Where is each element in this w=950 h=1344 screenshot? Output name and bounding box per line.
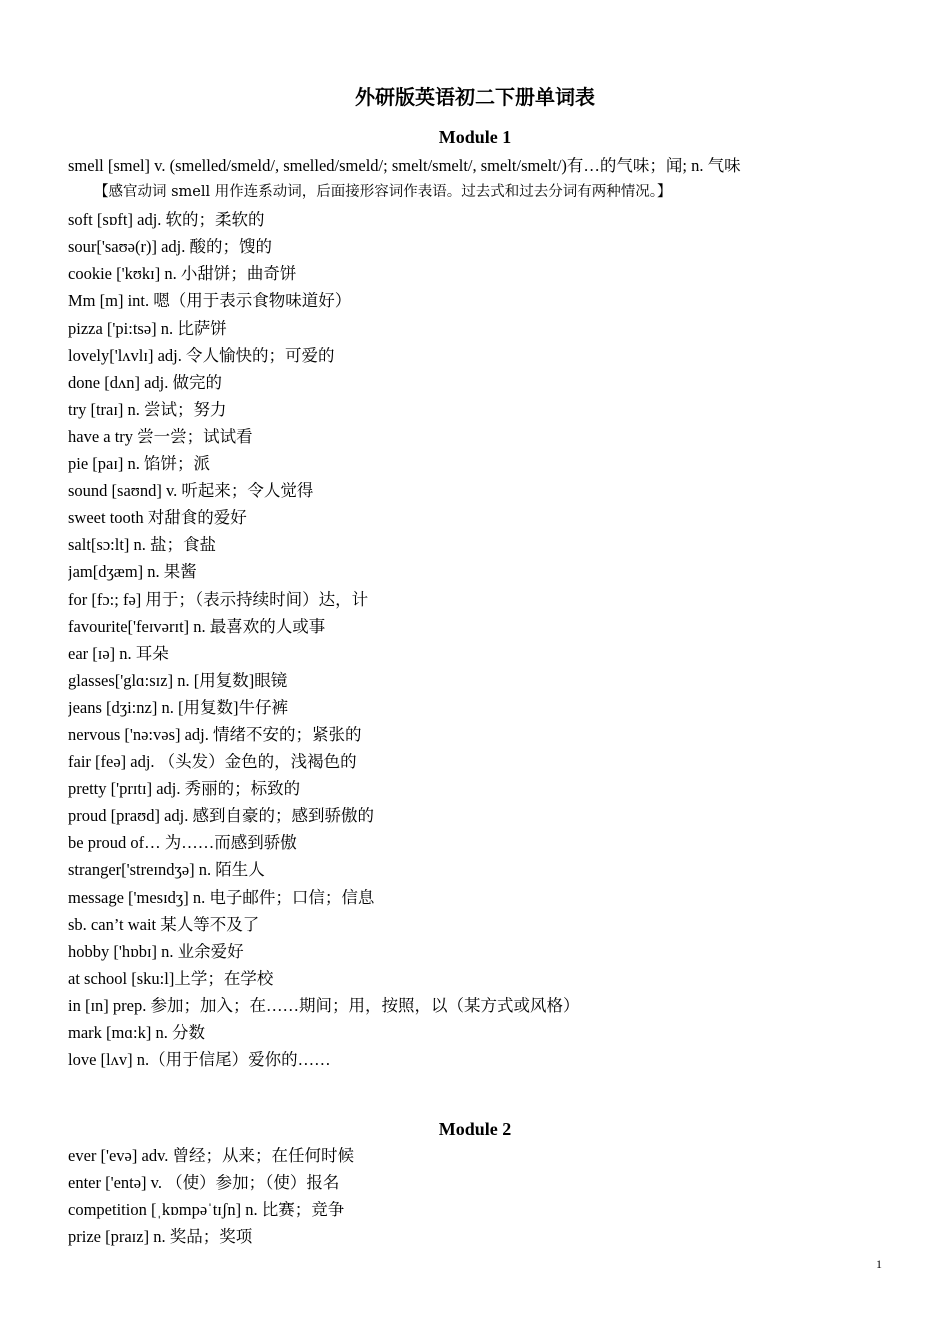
word-entry: jeans [dʒi:nz] n. [用复数]牛仔裤	[68, 697, 288, 717]
module-1-word-list	[68, 152, 910, 1073]
word-entry: stranger['streɪndʒə] n. 陌生人	[68, 860, 265, 880]
word-entry: competition [ˌkɒmpəˈtɪʃn] n. 比赛；竞争	[68, 1200, 345, 1220]
word-entry: sb. can’t wait 某人等不及了	[68, 914, 260, 934]
word-entry: pretty ['prɪtɪ] adj. 秀丽的；标致的	[68, 779, 301, 799]
word-entry: have a try 尝一尝；试试看	[68, 426, 253, 446]
word-entry: prize [praɪz] n. 奖品；奖项	[68, 1227, 253, 1247]
word-entry: glasses['glɑ:sɪz] n. [用复数]眼镜	[68, 670, 288, 690]
word-entry: at school [sku:l]上学；在学校	[68, 968, 274, 988]
word-entry: fair [feə] adj. （头发）金色的，浅褐色的	[68, 752, 357, 772]
word-entry: enter ['entə] v. （使）参加；（使）报名	[68, 1173, 340, 1193]
word-entry: sound [saʊnd] v. 听起来；令人觉得	[68, 481, 314, 501]
word-entry: try [traɪ] n. 尝试；努力	[68, 399, 227, 419]
page-number: 1	[876, 1257, 882, 1271]
word-entry: ear [ɪə] n. 耳朵	[68, 643, 169, 663]
word-entry: nervous ['nə:vəs] adj. 情绪不安的；紧张的	[68, 724, 362, 744]
document-title: 外研版英语初二下册单词表	[355, 85, 595, 109]
grammar-note: 【感官动词 smell 用作连系动词，后面接形容词作表语。过去式和过去分词有两种情况。】	[94, 184, 672, 201]
word-entry: proud [praʊd] adj. 感到自豪的；感到骄傲的	[68, 806, 375, 826]
word-entry: love [lʌv] n.（用于信尾）爱你的……	[68, 1050, 331, 1070]
word-entry: for [fɔ:; fə] 用于；（表示持续时间）达，计	[68, 589, 369, 609]
word-entry: message ['mesɪdʒ] n. 电子邮件；口信；信息	[68, 887, 375, 907]
word-entry: smell [smel] v. (smelled/smeld/, smelled/smeld/; smelt/smelt/, smelt/smelt/)有…的气味；闻; n. 气味	[68, 156, 741, 175]
word-entry: favourite['feɪvərɪt] n. 最喜欢的人或事	[68, 616, 326, 636]
word-entry: in [ɪn] prep. 参加；加入；在……期间；用，按照，以（某方式或风格）	[68, 995, 580, 1015]
word-entry: pie [paɪ] n. 馅饼；派	[68, 454, 211, 474]
word-entry: mark [mɑ:k] n. 分数	[68, 1023, 205, 1042]
word-entry: Mm [m] int. 嗯（用于表示食物味道好）	[68, 291, 352, 311]
module-1-heading: Module 1	[438, 127, 512, 147]
word-entry: done [dʌn] adj. 做完的	[68, 372, 222, 392]
word-entry: soft [sɒft] adj. 软的；柔软的	[68, 210, 265, 230]
word-entry: cookie ['kʊkɪ] n. 小甜饼；曲奇饼	[68, 264, 297, 284]
word-entry: hobby ['hɒbɪ] n. 业余爱好	[68, 941, 244, 961]
module-2-heading: Module 2	[438, 1119, 512, 1139]
word-entry: sweet tooth 对甜食的爱好	[68, 508, 247, 528]
word-entry: jam[dʒæm] n. 果酱	[68, 562, 197, 582]
word-entry: salt[sɔ:lt] n. 盐；食盐	[68, 535, 217, 555]
word-entry: ever ['evə] adv. 曾经；从来；在任何时候	[68, 1146, 355, 1165]
word-entry: be proud of… 为……而感到骄傲	[68, 833, 297, 853]
word-entry: lovely['lʌvlɪ] adj. 令人愉快的；可爱的	[68, 345, 335, 365]
module-2-word-list	[68, 1142, 910, 1250]
word-entry: pizza ['pi:tsə] n. 比萨饼	[68, 318, 227, 338]
word-entry: sour['saʊə(r)] adj. 酸的；馊的	[68, 237, 273, 257]
